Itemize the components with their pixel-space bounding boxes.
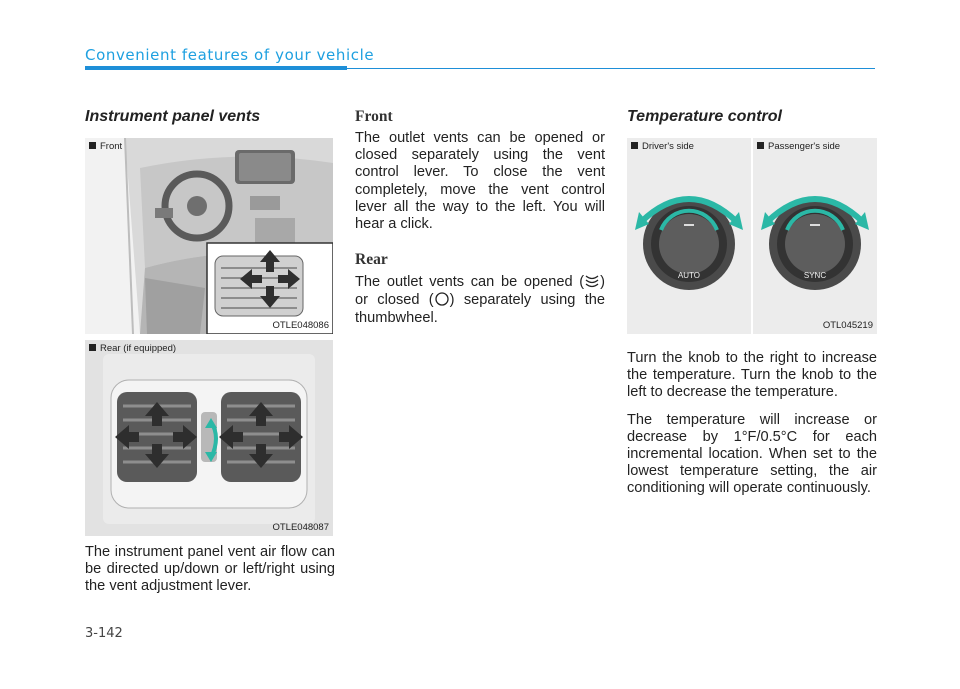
temperature-increment-description: The temperature will increase or decrease by 1°F/0.5°C for each incremental location. When set to the lowest temperature setting, the air conditioning will operate continuously. <box>627 411 877 497</box>
driver-temperature-knob <box>627 138 751 334</box>
passenger-side-label: Passenger's side <box>757 141 840 152</box>
passenger-knob-panel <box>753 138 877 334</box>
page-number: 3-142 <box>85 626 123 641</box>
figure-rear-label: Rear (if equipped) <box>89 343 176 354</box>
vent-closed-icon <box>434 291 450 307</box>
auto-button-label: AUTO <box>677 271 701 280</box>
instrument-vents-description: The instrument panel vent air flow can be directed up/down or left/right using the vent adjustment lever. <box>85 544 335 595</box>
heading-instrument-panel-vents: Instrument panel vents <box>85 108 261 125</box>
column-front-rear <box>355 108 605 337</box>
temperature-turn-description: Turn the knob to the right to increase the temperature. Turn the knob to the left to decrease the temperature. <box>627 350 877 401</box>
figure-rear-vents <box>85 340 333 536</box>
front-vents-description: The outlet vents can be opened or closed separately using the vent control lever. To close the vent completely, move the vent control lever all the way to the left. You will hear a click. <box>355 130 605 233</box>
heading-rear: Rear <box>355 251 388 269</box>
section-header: Convenient features of your vehicle <box>85 46 375 64</box>
heading-temperature-control: Temperature control <box>627 108 782 125</box>
header-rule-thin <box>347 68 875 69</box>
rear-vents-description: The outlet vents can be opened ( ) or closed ( ) separately using the thumbwheel. <box>355 274 605 326</box>
driver-side-label: Driver's side <box>631 141 694 152</box>
column-temperature-control <box>627 108 877 508</box>
figure-front-vents <box>85 138 333 334</box>
sync-button-label: SYNC <box>803 271 827 280</box>
passenger-temperature-knob <box>753 138 877 334</box>
driver-knob-panel <box>627 138 751 334</box>
figure-knob-code: OTL045219 <box>822 320 873 331</box>
figure-temperature-knobs <box>627 138 877 334</box>
figure-front-code: OTLE048086 <box>272 320 329 331</box>
front-dashboard-illustration <box>85 138 333 334</box>
header-rule-thick <box>85 66 347 70</box>
column-instrument-vents <box>85 108 335 606</box>
figure-front-label: Front <box>89 141 122 152</box>
figure-rear-code: OTLE048087 <box>272 522 329 533</box>
vent-open-icon <box>584 273 600 289</box>
heading-front: Front <box>355 108 393 125</box>
rear-vent-illustration <box>85 340 333 536</box>
